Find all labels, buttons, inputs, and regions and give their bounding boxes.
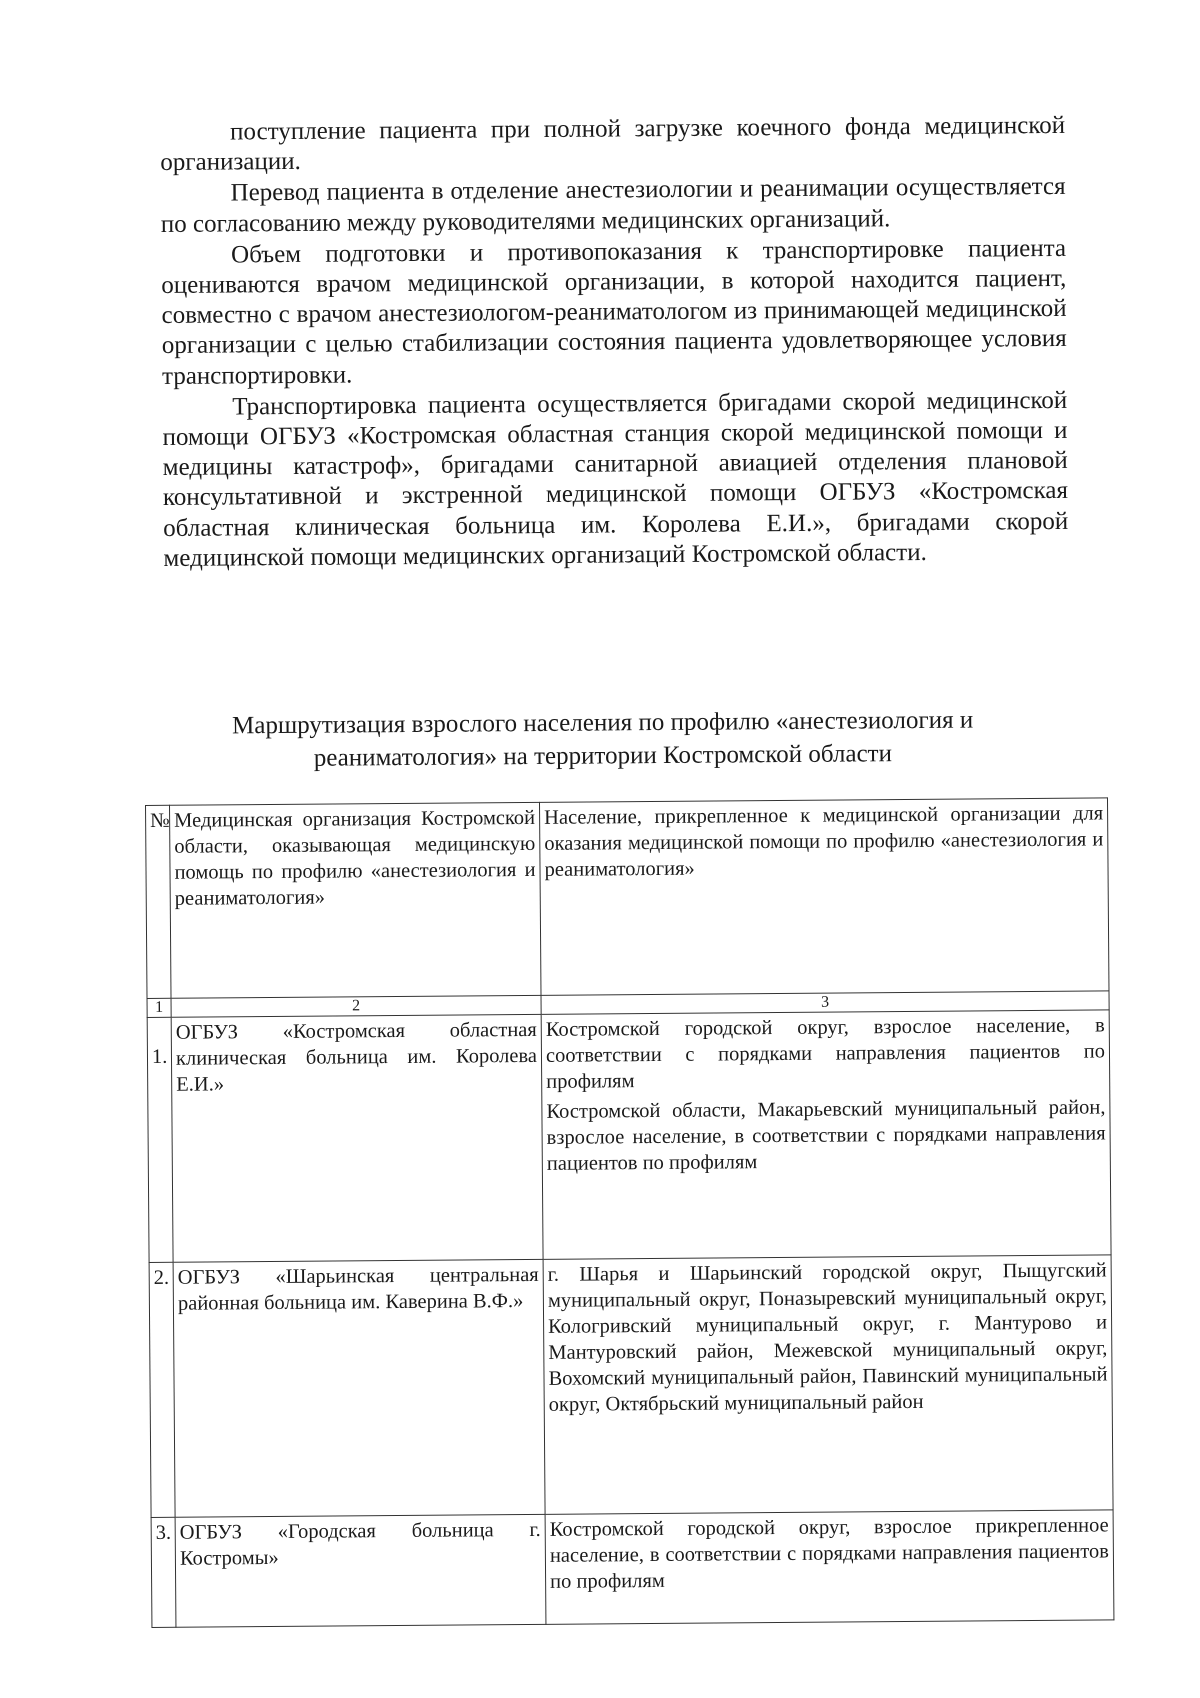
paragraph-4: Транспортировка пациента осуществляется бригадами скорой медицинской помощи ОГБУЗ «Костромская областная станция скорой медицинской помощи и медицины катастроф», бригадами санитарной авиацией отделения плановой консультативной и экстренной медицинской помощи ОГБУЗ «Костромская областная клиническая больница им. Королева Е.И.», бригадами скорой медицинской помощи медицинских организаций Костромской области. [162,386,1069,572]
header-population: Население, прикрепленное к медицинской организации для оказания медицинской помощи по профилю «анестезиология и реаниматология» [539,798,1108,995]
row-organization: ОГБУЗ «Городская больница г. Костромы» [175,1514,546,1627]
header-number: № [146,805,172,998]
row-population: Костромской городской округ, взрослое прикрепленное население, в соответствии с порядками направления пациентов по профилям [545,1510,1114,1624]
row-number: 3. [151,1517,176,1627]
table-row [147,1010,1111,1263]
row-organization: ОГБУЗ «Шарьинская центральная районная больница им. Каверина В.Ф.» [173,1259,545,1517]
population-line: Костромской городской округ, взрослое население, в соответствии с порядками направления пациентов по профилям [545,1014,1106,1093]
row-number: 1. [147,1017,173,1262]
column-number-1: 1 [147,998,171,1017]
routing-table [145,797,1114,1628]
row-number: 2. [149,1262,175,1517]
table-row [151,1510,1114,1628]
table-row [149,1255,1113,1518]
table-title: Маршрутизация взрослого населения по профилю «анестезиология и реаниматология» на территории Костромской области [231,706,974,772]
column-number-3: 3 [541,991,1109,1014]
header-organization: Медицинская организация Костромской области, оказывающая медицинскую помощь по профилю «анестезиология и реаниматология» [170,802,542,998]
paragraph-1: поступление пациента при полной загрузке коечного фонда медицинской организации. [160,111,1066,177]
row-population: г. Шарья и Шарьинский городской округ, Пыщугский муниципальный округ, Поназыревский муниципальный округ, Кологривский муниципальный округ, г. Мантурово и Мантуровский район, Межевской муниципальный округ, Вохомский муниципальный район, Павинский муниципальный округ, Октябрьский муниципальный район [543,1255,1113,1514]
row-organization: ОГБУЗ «Костромская областная клиническая больница им. Королева Е.И.» [171,1014,543,1262]
paragraph-3: Объем подготовки и противопоказания к транспортировке пациента оцениваются врачом медицинской организации, в которой находится пациент, совместно с врачом анестезиологом-реаниматологом из принимающей медицинской организации с целью стабилизации состояния пациента удовлетворяющее условия транспортировки. [161,234,1067,390]
body-text [160,111,1069,575]
table-header-row [146,798,1109,999]
row-population [541,1010,1111,1259]
paragraph-2: Перевод пациента в отделение анестезиологии и реанимации осуществляется по согласованию между руководителями медицинских организаций. [160,173,1066,238]
column-number-2: 2 [171,995,541,1017]
population-line: Костромской области, Макарьевский муниципальный район, взрослое население, в соответствии с порядками направления пациентов по профилям [546,1096,1106,1175]
routing-table-wrapper [145,797,1114,1628]
